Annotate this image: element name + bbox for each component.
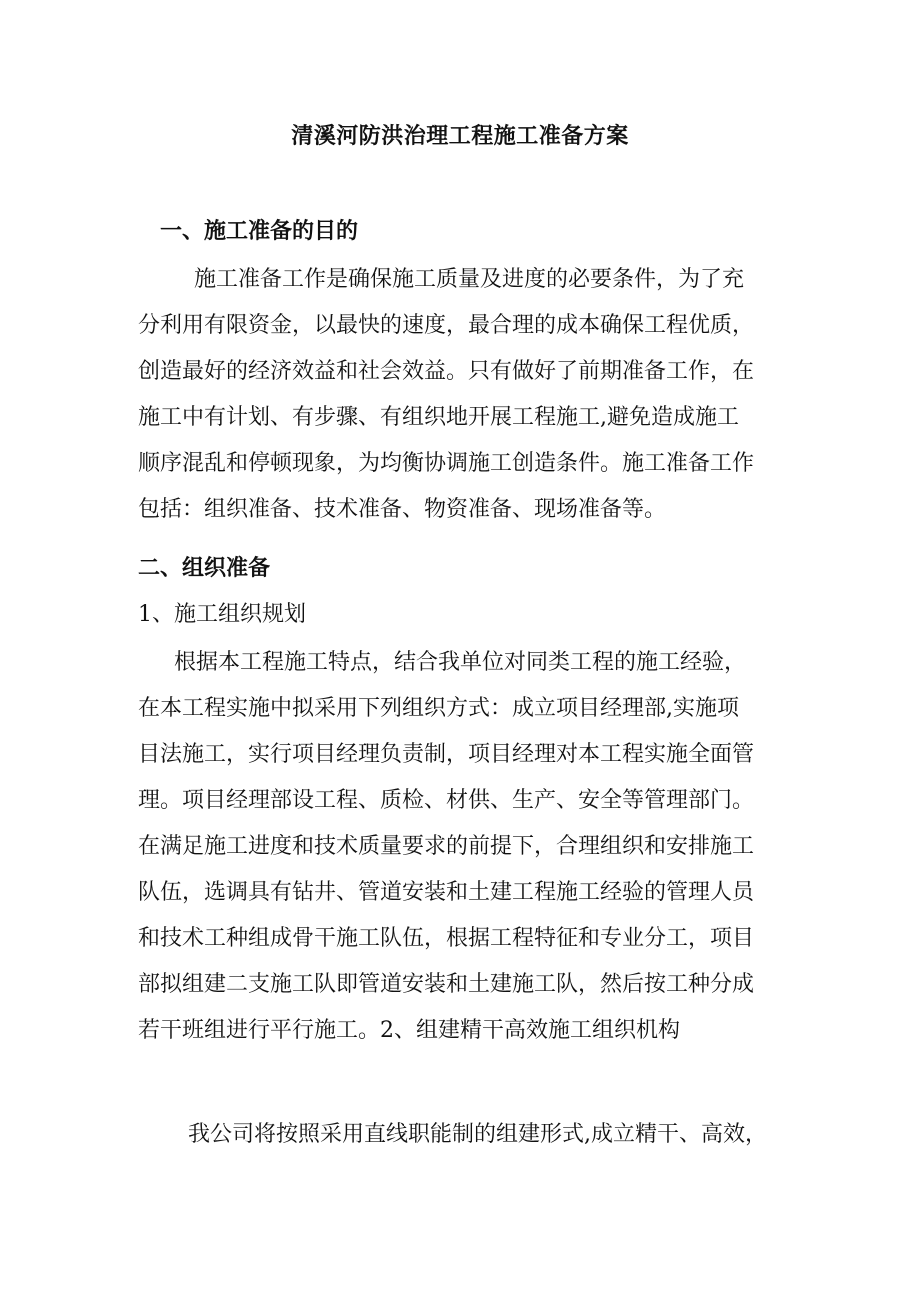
paragraph-line: 部拟组建二支施工队即管道安装和土建施工队，然后按工种分成 [138, 972, 755, 997]
paragraph-line: 创造最好的经济效益和社会效益。只有做好了前期准备工作，在 [138, 359, 755, 384]
paragraph-line: 我公司将按照采用直线职能制的组建形式,成立精干、高效， [188, 1122, 767, 1147]
paragraph-line: 若干班组进行平行施工。2、组建精干高效施工组织机构 [138, 1018, 680, 1043]
paragraph-line: 顺序混乱和停顿现象，为均衡协调施工创造条件。施工准备工作 [138, 451, 755, 476]
paragraph-line: 和技术工种组成骨干施工队伍，根据工程特征和专业分工，项目 [138, 926, 755, 951]
paragraph-line: 根据本工程施工特点，结合我单位对同类工程的施工经验， [174, 650, 747, 675]
section-1-heading: 一、施工准备的目的 [160, 219, 359, 244]
section-2-heading: 二、组织准备 [138, 556, 271, 581]
paragraph-line: 在本工程实施中拟采用下列组织方式：成立项目经理部,实施项 [138, 696, 739, 721]
paragraph-line: 施工中有计划、有步骤、有组织地开展工程施工,避免造成施工 [138, 405, 739, 430]
section-2-paragraph [138, 640, 798, 1054]
paragraph-line: 分利用有限资金，以最快的速度，最合理的成本确保工程优质， [138, 313, 755, 338]
paragraph-line: 目法施工，实行项目经理负责制，项目经理对本工程实施全面管 [138, 742, 755, 767]
paragraph-line: 施工准备工作是确保施工质量及进度的必要条件，为了充 [194, 267, 745, 292]
paragraph-line: 在满足施工进度和技术质量要求的前提下，合理组织和安排施工 [138, 834, 755, 859]
paragraph-line: 队伍，选调具有钻井、管道安装和土建工程施工经验的管理人员 [138, 880, 755, 905]
section-1-paragraph [138, 257, 798, 533]
section-2-continuation [138, 1112, 798, 1158]
paragraph-line: 理。项目经理部设工程、质检、材供、生产、安全等管理部门。 [138, 788, 755, 813]
section-2-subheading: 1、施工组织规划 [138, 602, 306, 627]
document-title: 清溪河防洪治理工程施工准备方案 [291, 124, 629, 149]
paragraph-line: 包括：组织准备、技术准备、物资准备、现场准备等。 [138, 497, 667, 522]
